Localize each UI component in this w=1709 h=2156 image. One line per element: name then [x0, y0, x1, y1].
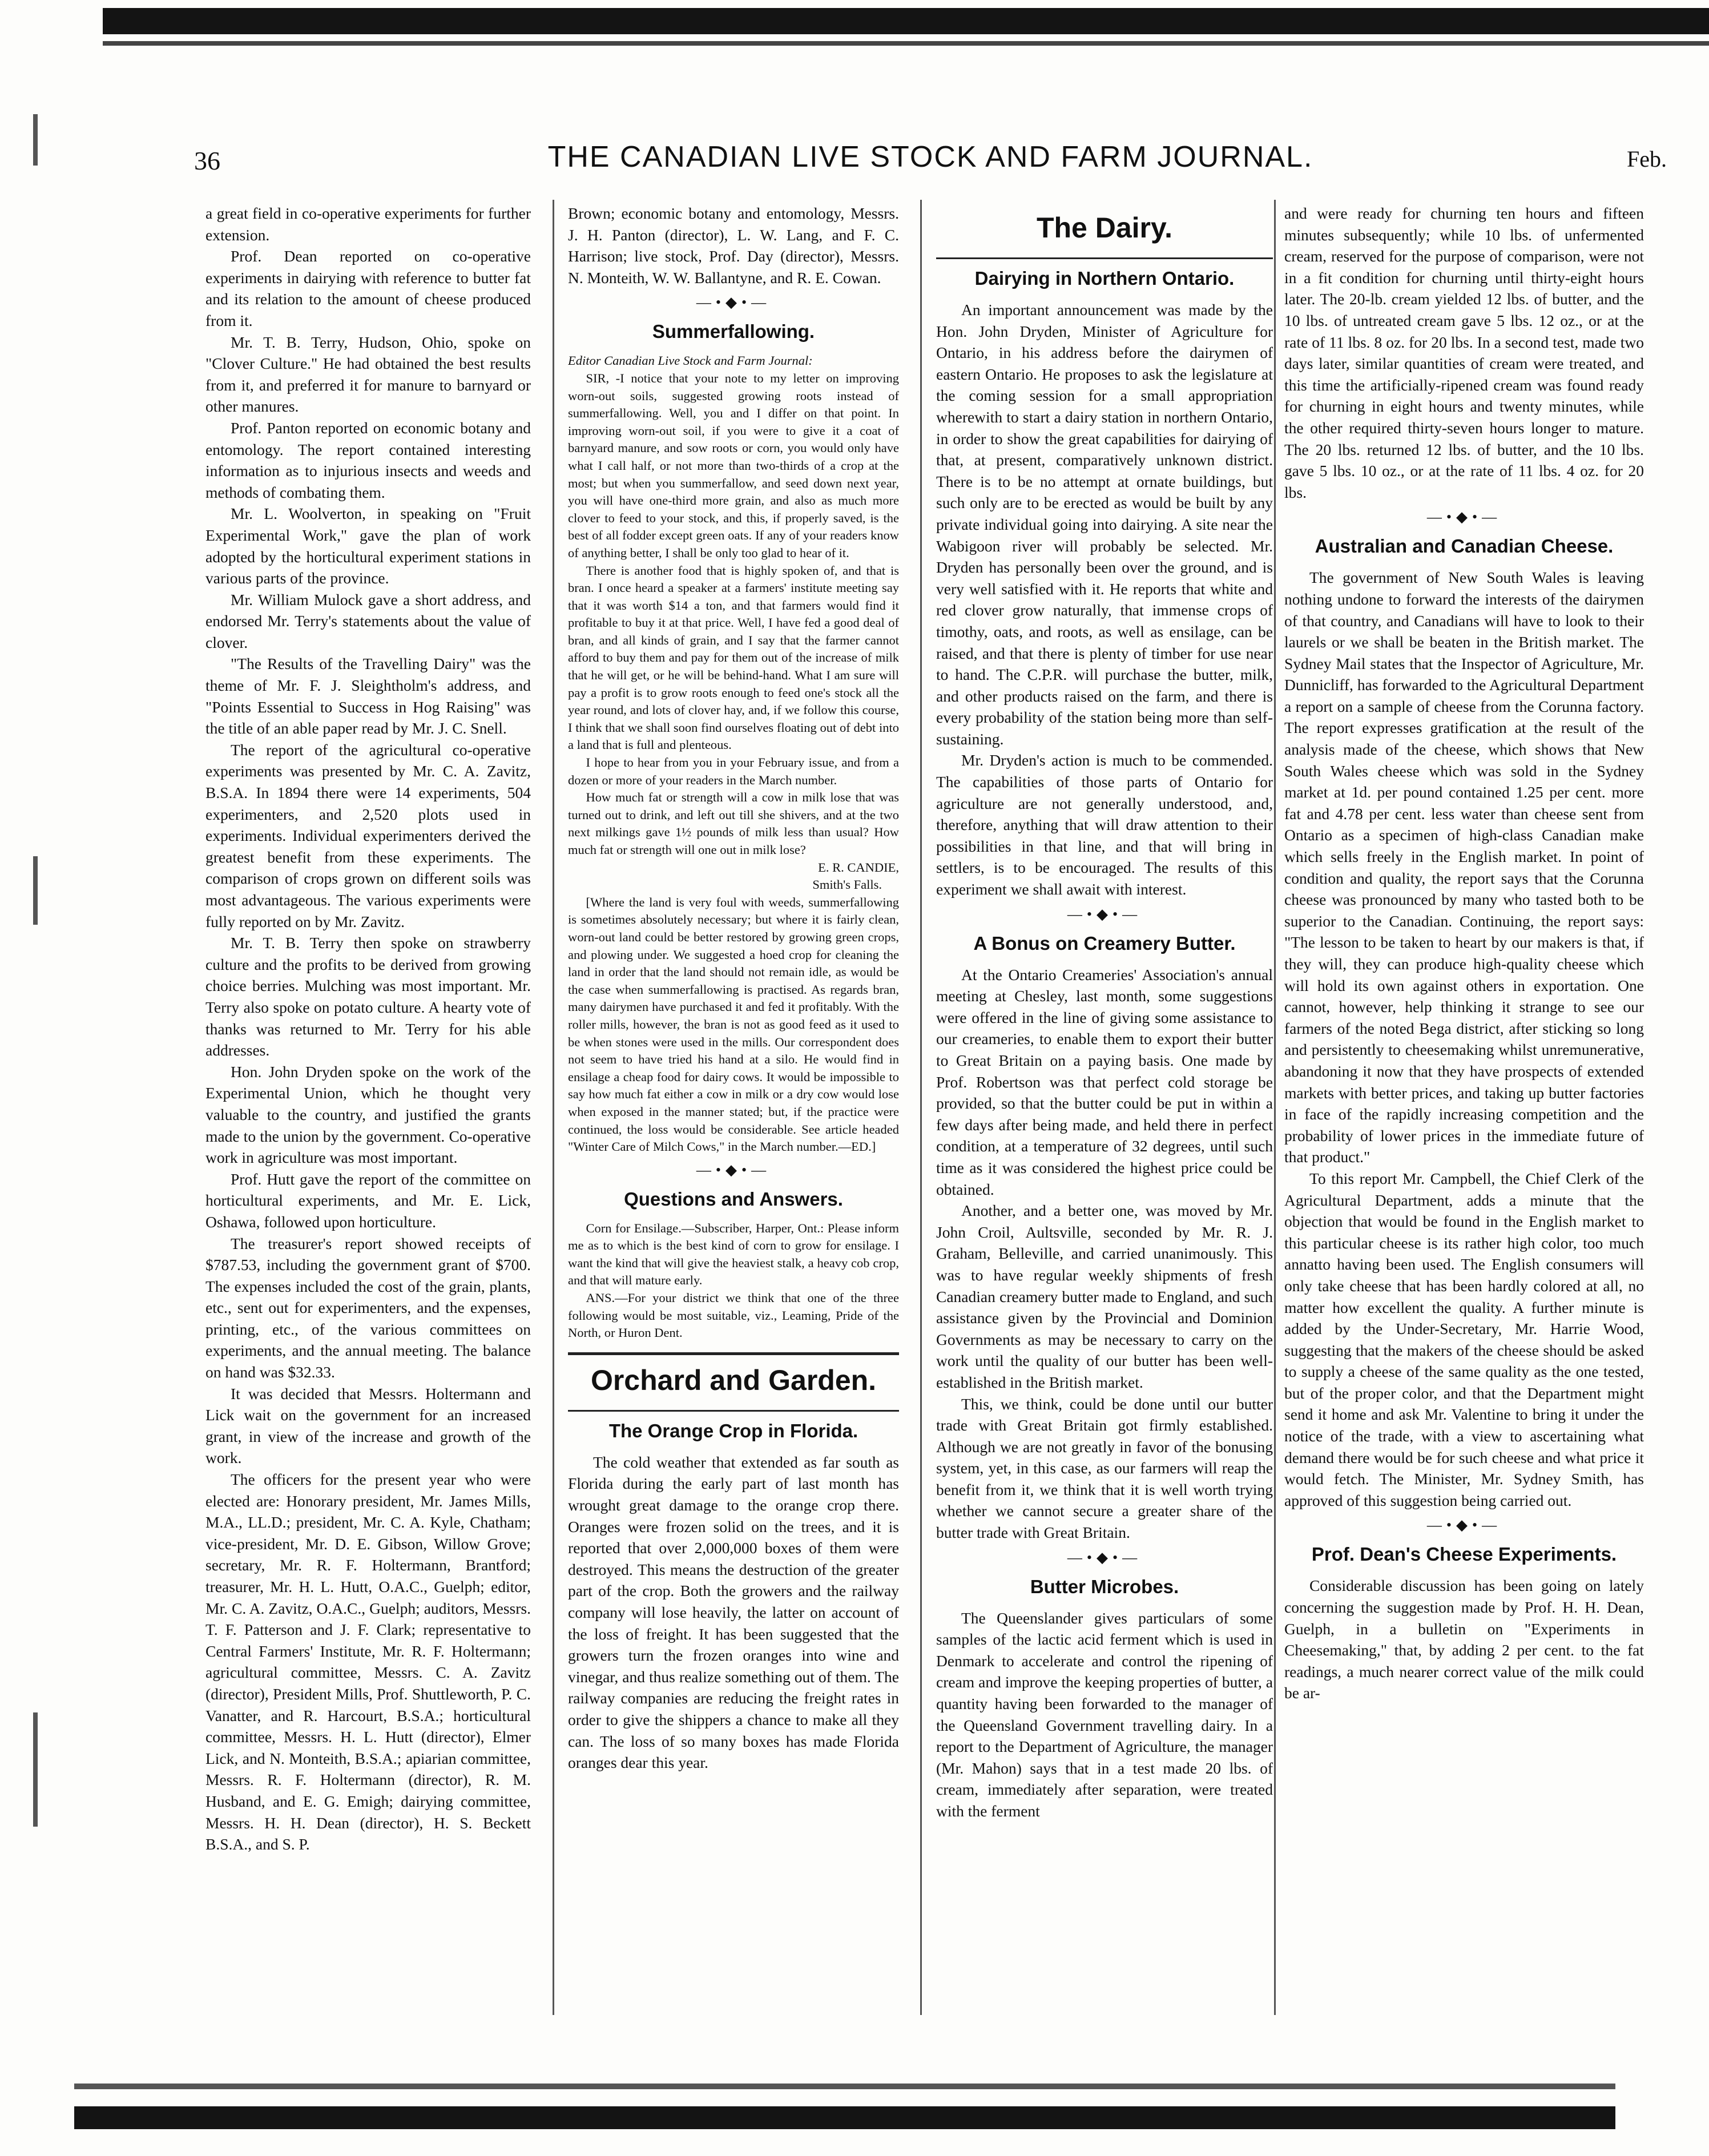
paragraph: There is another food that is highly spoken of, and that is bran. I once heard a speaker at a farmers' institute meeting say that it was worth $14 a ton, and that farmers would find it profitable to buy it at that price. Well, I have fed a good deal of bran, and all kinds of grain, and I say that the farmer cannot afford to buy them and pay for them out of the increase of milk that he will get, or he will be behind-hand. What I am sure will pay a profit is to grow roots enough to feed one's stock all the year round, and lots of clover hay, and, if we follow this course, I think that we shall soon find ourselves floating out of debt into a land that is full and plenteous. [568, 563, 899, 752]
column-1 [205, 203, 531, 2024]
column-rule [553, 200, 554, 2015]
article-title-questions: Questions and Answers. [624, 1188, 843, 1210]
paragraph: The officers for the present year who were elected are: Honorary president, Mr. James Mills, M.A., LL.D.; president, Mr. C. A. Kyle, Chatham; vice-president, Mr. D. E. Gibson, Willow Grove; secretary, Mr. R. F. Holtermann, Brantford; treasurer, Mr. H. L. Hutt, O.A.C., Guelph; editor, Mr. C. A. Zavitz, O.A.C., Guelph; auditors, Messrs. T. F. Patterson and J. F. Clark; representative to Central Farmers' Institute, Mr. R. F. Holtermann; agricultural committee, Messrs. C. A. Zavitz (director), President Mills, Prof. Shuttleworth, P. C. Vanatter, and R. Harcourt, B.S.A.; horticultural committee, Messrs. H. L. Hutt (director), Elmer Lick, and N. Monteith, B.S.A.; apiarian committee, Messrs. R. F. Holtermann (director), R. M. Husband, and E. G. Emigh; dairying committee, Messrs. H. H. Dean (director), H. S. Beckett B.S.A., and S. P. [205, 1470, 531, 1853]
paragraph: I hope to hear from you in your February issue, and from a dozen or more of your readers in the March number. [568, 755, 899, 787]
paragraph: Mr. L. Woolverton, in speaking on "Fruit Experimental Work," gave the plan of work adopted by the horticultural experiment stations in various parts of the province. [205, 505, 531, 587]
paragraph: Brown; economic botany and entomology, Messrs. J. H. Panton (director), L. W. Lang, and F. C. Harrison; live stock, Prof. Day (director), Messrs. N. Monteith, W. W. Ballantyne, and R. E. Cowan. [568, 204, 899, 287]
article-title-dean: Prof. Dean's Cheese Experiments. [1311, 1544, 1617, 1565]
article-title-orange: The Orange Crop in Florida. [608, 1420, 858, 1441]
separator-ornament: —•◆•— [1426, 1517, 1502, 1534]
paragraph: Prof. Hutt gave the report of the committee on horticultural experiments, and Mr. E. Lick, Oshawa, followed upon horticulture. [205, 1170, 531, 1231]
page-number: 36 [194, 146, 220, 175]
paragraph: To this report Mr. Campbell, the Chief Clerk of the Agricultural Department, adds a minute that the objection that would be found in the English market to this particular cheese is its rather high color, too much annatto having been used. The English consumers will only take cheese that has been hardly colored at all, no matter how excellent the quality. A further minute is added by the Under-Secretary, Mr. Harrie Wood, suggesting that the makers of the cheese should be asked to supply a cheese of the same quality as the one tested, but of the proper color, and that the Department might send it home and ask Mr. Valentine to bring it under the notice of the trade, with a view to ascertaining what demand there would be for such cheese and what price it would fetch. The Minister, Mr. Sydney Smith, has approved of this suggestion being carried out. [1284, 1169, 1644, 1509]
column-2 [568, 203, 899, 2024]
separator-ornament: —•◆•— [696, 1161, 771, 1178]
questions-section [568, 1220, 899, 1342]
paragraph: Mr. T. B. Terry, Hudson, Ohio, spoke on "Clover Culture." He had obtained the best results from it, and preferred it for manure to barnyard or other manures. [205, 333, 531, 416]
article-title-cheese: Australian and Canadian Cheese. [1315, 535, 1614, 557]
scan-edge-mark [33, 1712, 38, 1827]
paragraph: The Queenslander gives particulars of some samples of the lactic acid ferment which is used in Denmark to accelerate and control the ripening of cream and improve the keeping properties of butter, a quantity having been forwarded to the manager of the Queensland Government travelling dairy. In a report to the Department of Agriculture, the manager (Mr. Mahon) says that in a test made 20 lbs. of cream, immediately after separation, were treated with the ferment [936, 1609, 1273, 1820]
paragraph: The report of the agricultural co-operative experiments was presented by Mr. C. A. Zavitz, B.S.A. In 1894 there were 14 experiments, 504 experimenters, and 2,520 plots used in experiments. Individual experimenters derived the greatest benefit from these experiments. The comparison of crops grown on different soils was most advantageous. The various experiments were fully reported on by Mr. Zavitz. [205, 740, 531, 930]
paragraph: The government of New South Wales is leaving nothing undone to forward the interests of the dairymen of that country, and Canadians will have to look to their laurels or we shall be beaten in the British market. The Sydney Mail states that the Inspector of Agriculture, Mr. Dunnicliff, has forwarded to the Agricultural Department a report on a sample of cheese from the Corunna factory. The report expresses gratification at the result of the analysis made of the cheese, which shows that New South Wales cheese which was sold in the Sydney market at 1d. per pound contained 1.25 per cent. more fat and 4.78 per cent. less water than cheese sent from Ontario as a specimen of high-class Canadian make which sells freely in the English market. In point of condition and quality, the report says that the Corunna cheese was pronounced by many who tasted both to be superior to the Canadian. Continuing, the report says: "The lesson to be taken to heart by our makers is that, if they will, they can produce high-quality cheese which will hold its own against others in exportation. One cannot, however, help thinking it strange to see our farmers of the noted Bega district, after sticking so long and persistently to cheesemaking whilst unremunerative, abandoning it now that they have prospects of extended markets with better prices, and taking up butter factories in face of the rapidly increasing competition and the probability of lower prices in the immediate future of that product." [1284, 569, 1644, 1166]
paragraph: Mr. T. B. Terry then spoke on strawberry culture and the profits to be derived from growing choice berries. Mulching was most important. Mr. Terry also spoke on potato culture. A hearty vote of thanks was returned to Mr. Terry for his able addresses. [205, 934, 531, 1059]
top-border-line [103, 41, 1709, 46]
paragraph: How much fat or strength will a cow in milk lose that was turned out to drink, and left out till she shivers, and at the two next milkings gave 1½ pounds of milk less than usual? How much fat or strength will one out in milk lose? [568, 790, 899, 857]
paragraph: Considerable discussion has been going on lately concerning the suggestion made by Prof. H. H. Dean, Guelph, in a bulletin on "Experiments in Cheesemaking," that, by adding 2 per cent. to the fat readings, a much nearer correct value of the milk could be ar- [1284, 1577, 1644, 1702]
question: Corn for Ensilage.—Subscriber, Harper, Ont.: Please inform me as to which is the best kind of corn to grow for ensilage. I want the kind that will give the heaviest stalk, a heavy cob crop, and that will mature early. [568, 1220, 899, 1288]
journal-title: THE CANADIAN LIVE STOCK AND FARM JOURNAL. [547, 140, 1313, 174]
section-title-orchard: Orchard and Garden. [590, 1364, 877, 1396]
editor-note: [Where the land is very foul with weeds, summerfallowing is sometimes absolutely necessary; but where it is fairly clean, worn-out land could be better restored by growing green crops, and plowing under. We suggested a hoed crop for cleaning the land in order that the land should not remain idle, as would be the case when summerfallowing is practised. As regards bran, many dairymen have purchased it and fed it profitably. With the roller mills, however, the bran is not as good feed as it used to be when stones were used in the mills. Our correspondent does not seem to have tried his hand at a silo. He would find in ensilage a cheap food for dairy cows. It would be impossible to say how much fat either a cow in milk or a dry cow would lose when exposed in the manner stated; but, if the practice were continued, the loss would be considerable. See article headed "Winter Care of Milch Cows," in the March number.—ED.] [568, 894, 899, 1154]
column-4 [1284, 203, 1644, 2024]
paragraph: a great field in co-operative experiments for further extension. [205, 204, 531, 244]
article-title-microbes: Butter Microbes. [1030, 1575, 1179, 1597]
bottom-border-line [74, 2084, 1615, 2089]
separator-ornament: —•◆•— [1067, 1549, 1142, 1566]
separator-ornament: —•◆•— [1426, 509, 1502, 526]
article-title-bonus: A Bonus on Creamery Butter. [973, 932, 1236, 954]
letter-signature-place: Smith's Falls. [812, 877, 882, 892]
section-title-dairy: The Dairy. [1036, 212, 1173, 244]
article-title-summerfallowing: Summerfallowing. [652, 321, 815, 342]
paragraph: This, we think, could be done until our butter trade with Great Britain got firmly established. Although we are not greatly in favor of the bonusing system, yet, in this case, as our farmers will reap the benefit from it, we think that it is well worth trying whether we cannot secure a greater share of the butter trade with Great Britain. [936, 1395, 1273, 1542]
answer: ANS.—For your district we think that one of the three following would be most suitable, viz., Leaming, Pride of the North, or Huron Dent. [568, 1291, 899, 1340]
top-border-bar [103, 8, 1709, 34]
paragraph: Prof. Dean reported on co-operative experiments in dairying with reference to butter fat and its relation to the amount of cheese produced from it. [205, 247, 531, 329]
paragraph: Mr. William Mulock gave a short address, and endorsed Mr. Terry's statements about the value of clover. [205, 590, 531, 651]
column-rule [1274, 200, 1276, 2015]
page-header [194, 140, 1667, 186]
paragraph: The cold weather that extended as far south as Florida during the early part of last month has wrought great damage to the orange crop there. Oranges were frozen solid on the trees, and it is reported that over 2,000,000 boxes of them were destroyed. This means the destruction of the greater part of the crop. Both the growers and the railway company will lose heavily, the latter on account of the loss of freight. It has been suggested that the growers turn the frozen oranges into wine and vinegar, and thus realize something out of them. The railway companies are reducing the freight rates in order to give the shippers a chance to make all they can. The loss of so many boxes has made Florida oranges dear this year. [568, 1453, 899, 1772]
paragraph: "The Results of the Travelling Dairy" was the theme of Mr. F. J. Sleightholm's address, and "Points Essential to Success in Hog Raising" was the title of an able paper read by Mr. J. C. Snell. [205, 655, 531, 738]
issue-month: Feb. [1627, 146, 1667, 172]
column-rule [920, 200, 922, 2015]
bottom-border-bar [74, 2106, 1615, 2129]
paragraph: It was decided that Messrs. Holtermann and Lick wait on the government for an increased grant, in view of the increase and growth of the work. [205, 1384, 531, 1467]
letter-signature: E. R. CANDIE, [818, 860, 899, 875]
paragraph: Prof. Panton reported on economic botany and entomology. The report contained interesting information as to injurious insects and weeds and methods of combating them. [205, 418, 531, 501]
summerfallowing-letter [568, 352, 899, 1155]
orchard-banner [568, 1352, 899, 1412]
paragraph: At the Ontario Creameries' Association's annual meeting at Chesley, last month, some suggestions were offered in the line of giving some assistance to our creameries, to enable them to export their butter to Great Britain on a paying basis. One made by Prof. Robertson was that perfect cold storage be provided, so that the butter could be put in within a few days after being made, and held there in perfect condition, at a temperature of 32 degrees, until such time as it was considered the highest price could be obtained. [936, 965, 1273, 1198]
article-title-northern: Dairying in Northern Ontario. [974, 268, 1235, 289]
separator-ornament: —•◆•— [1067, 905, 1142, 922]
dairy-banner [936, 203, 1273, 259]
scan-edge-mark [33, 856, 38, 925]
editor-salutation: Editor Canadian Live Stock and Farm Journal: [568, 353, 813, 368]
paragraph: The treasurer's report showed receipts of $787.53, including the government grant of $700. The expenses included the cost of the grain, plants, etc., sent out for experimenters, and the expenses, printing, etc., of the various committees on experiments, and the annual meeting. The balance on hand was $32.33. [205, 1234, 531, 1381]
column-3 [936, 203, 1273, 2024]
paragraph: SIR, -I notice that your note to my letter on improving worn-out soils, suggested growing roots instead of summerfallowing. Well, you and I differ on that point. In improving worn-out soil, if you were to give it a coat of barnyard manure, and sow roots or corn, you would only have what I call half, or not more than two-thirds of a crop at the most; but when you summerfallow, and seed down next year, you will have one-third more grain, and also as much more clover to feed to your stock, and this, if properly saved, is the best of all fodder except green oats. If any of your readers know of anything better, I shall be only too glad to hear of it. [568, 370, 899, 560]
paragraph: Another, and a better one, was moved by Mr. John Croil, Aultsville, seconded by Mr. R. J. Graham, Belleville, and carried unanimously. This was to have regular weekly shipments of fresh Canadian creamery butter made to England, and such assistance given by the Provincial and Dominion Governments as may be necessary to carry on the work until the quality of our butter has been well-established in the British market. [936, 1202, 1273, 1391]
scan-edge-mark [33, 114, 38, 166]
paragraph: Mr. Dryden's action is much to be commended. The capabilities of those parts of Ontario for agriculture are not generally understood, and, therefore, anything that will draw attention to their possibilities in that line, and that will bring in settlers, is to be encouraged. The results of this experiment we shall await with interest. [936, 751, 1273, 898]
separator-ornament: —•◆•— [696, 294, 771, 311]
paragraph: and were ready for churning ten hours and fifteen minutes subsequently; while 10 lbs. of unfermented cream, reserved for the purpose of comparison, were not in a fit condition for churning until thirty-eight hours later. The 20-lb. cream yielded 12 lbs. of butter, and the 10 lbs. of untreated cream gave 5 lbs. 12 oz., or at the rate of 11 lbs. 8 oz. for 20 lbs. In a second test, made two days later, similar quantities of cream were treated, and this time the artificially-ripened cream was found ready for churning in eight hours and twenty minutes, while the other required thirty-seven hours longer to mature. The 20 lbs. returned 12 lbs. of butter, and the 10 lbs. gave 5 lbs. 10 oz., or at the rate of 11 lbs. 4 oz. for 20 lbs. [1284, 204, 1644, 501]
paragraph: An important announcement was made by the Hon. John Dryden, Minister of Agriculture for Ontario, in his address before the dairymen of eastern Ontario. He proposes to ask the legislature at the coming session for a small appropriation wherewith to start a dairy station in northern Ontario, in order to show the great capabilities for dairying of that, at present, comparatively unknown district. There is to be no attempt at ornate buildings, but such only are to be erected as would be built by any private individual going into dairying. A site near the Wabigoon river will probably be selected. Mr. Dryden has personally been over the ground, and is very well satisfied with it. He reports that white and red clover grow naturally, that immense crops of timothy, oats, and roots, as well as ensilage, can be raised, and that there is plenty of timber for use near to hand. The C.P.R. will purchase the butter, milk, and other products raised on the farm, and there is every probability of the station being more than self-sustaining. [936, 301, 1273, 748]
paragraph: Hon. John Dryden spoke on the work of the Experimental Union, which he thought very valuable to the country, and justified the grants made to the union by the government. Co-operative work in agriculture was most important. [205, 1062, 531, 1167]
